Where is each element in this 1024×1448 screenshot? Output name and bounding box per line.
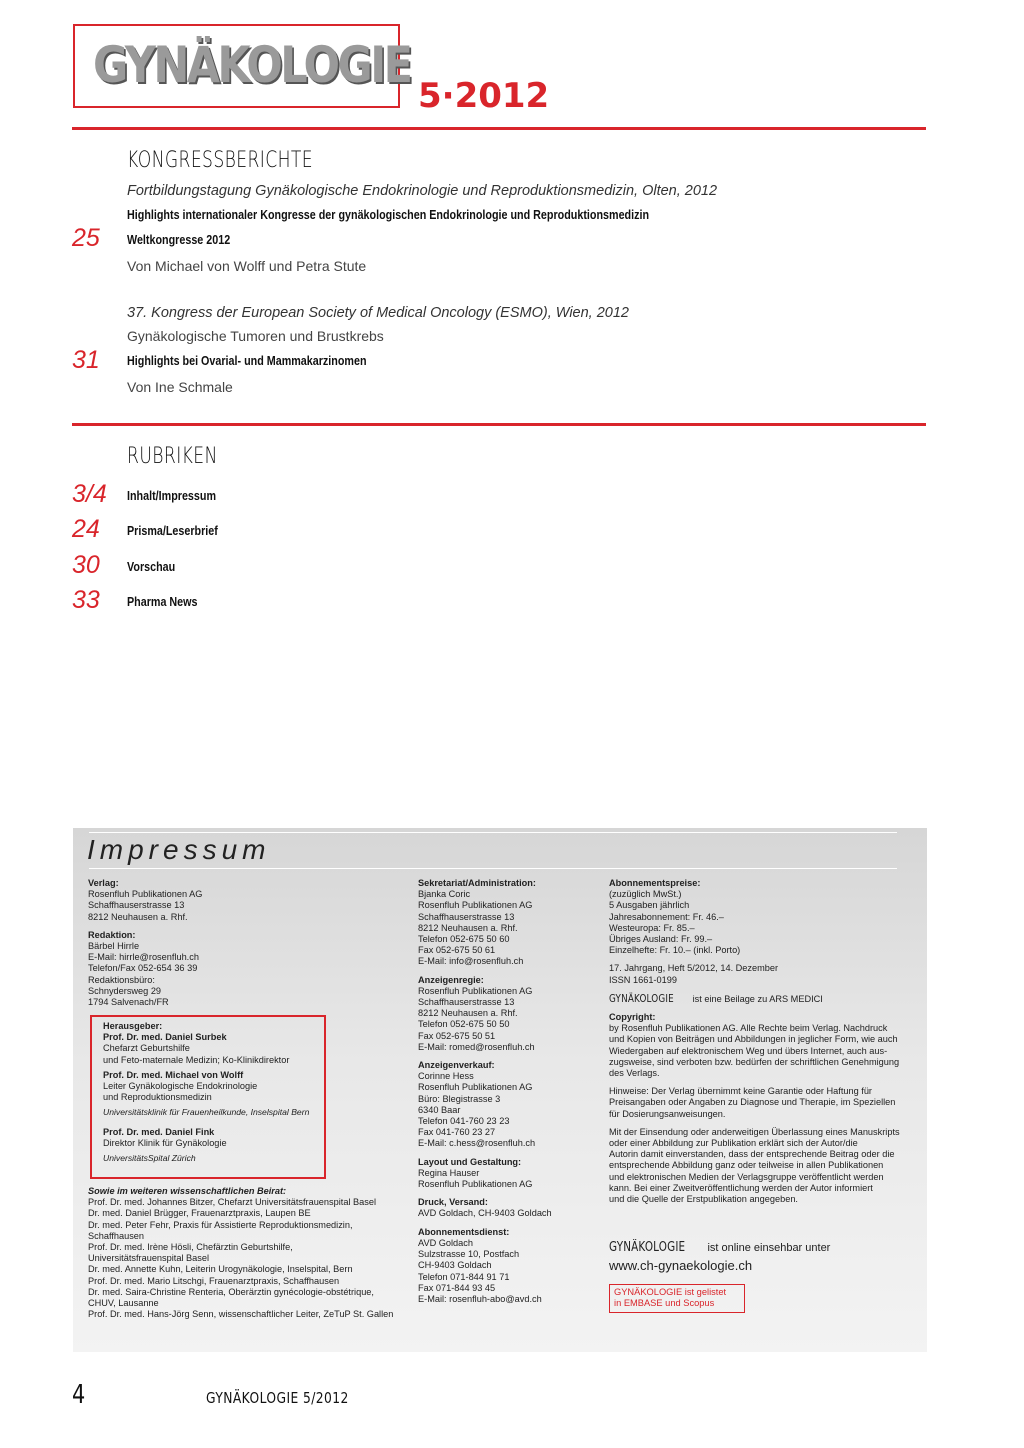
text-line: Direktor Klinik für Gynäkologie	[103, 1137, 227, 1148]
text-line: des Verlags.	[609, 1068, 660, 1079]
divider	[89, 832, 897, 833]
text-line: Telefon 071-844 91 71	[418, 1271, 510, 1282]
text-line: E-Mail: rosenfluh-abo@avd.ch	[418, 1293, 542, 1304]
text-line: Schaffhausen	[88, 1230, 145, 1241]
text-line: by Rosenfluh Publikationen AG. Alle Rechte beim Verlag. Nachdruck	[609, 1023, 888, 1034]
article-subtitle: Gynäkologische Tumoren und Brustkrebs	[127, 328, 384, 344]
text-line: Einzelhefte: Fr. 10.– (inkl. Porto)	[609, 945, 741, 956]
text-line: Rosenfluh Publikationen AG	[88, 889, 203, 900]
text-line: Mit der Einsendung oder anderweitigen Überlassung eines Manuskripts	[609, 1126, 900, 1137]
text-line: Preisangaben oder Angaben zu Diagnose und Therapie, im Speziellen	[609, 1097, 896, 1108]
text-line: Prof. Dr. med. Mario Litschgi, Frauenarztpraxis, Schaffhausen	[88, 1275, 340, 1286]
text-line: für Dosierungsanweisungen.	[609, 1108, 726, 1119]
text-line: Telefon 052-675 50 50	[418, 1019, 510, 1030]
text-line: Schaffhauserstrasse 13	[88, 900, 185, 911]
divider	[72, 423, 926, 426]
magazine-logo	[73, 24, 411, 108]
text-line: Rosenfluh Publikationen AG	[418, 1179, 533, 1190]
text-line: und elektronischen Medien der Verlagsgruppe veröffentlicht werden	[609, 1171, 884, 1182]
impressum-col-beirat: Sowie im weiteren wissenschaftlichen Beirat: Prof. Dr. med. Johannes Bitzer, Chefarzt Universitätsfrauenspital Basel Dr. med. Daniel Brügger, Frauenarztpraxis, Laupen BE Dr. med. Peter Fehr, Praxis für Assistierte Reproduktionsmedizin, Schaffhausen Prof. Dr. med. Irène Hösli, Chefärztin Geburtshilfe, Universitätsfrauenspital Basel Dr. med. Annette Kuhn, Leiterin Urogynäkologie, Inselspital, Bern Prof. Dr. med. Mario Litschgi, Frauenarztpraxis, Schaffhausen Dr. med. Saira-Christine Renteria, Oberärztin gynécologie-obstétrique, CHUV, Lausanne Prof. Dr. med. Hans-Jörg Senn, wissenschaftlicher Leiter, ZeTuP St. Gallen	[88, 1186, 408, 1320]
logo-text: GYNÄKOLOGIE	[93, 36, 411, 94]
text-line: Rosenfluh Publikationen AG	[418, 1082, 533, 1093]
text-line: Wiedergaben auf elektronischem Weg und übers Internet, auch aus-	[609, 1045, 888, 1056]
text-line: Dr. med. Annette Kuhn, Leiterin Urogynäkologie, Inselspital, Bern	[88, 1264, 353, 1275]
page-number[interactable]: 24	[72, 515, 100, 543]
article-heading[interactable]: Highlights internationaler Kongresse der gynäkologischen Endokrinologie und Reproduktionsmedizin	[127, 208, 650, 222]
text-line: Telefon 052-675 50 60	[418, 934, 510, 945]
text-line: Schnydersweg 29	[88, 985, 162, 996]
website-link[interactable]: www.ch-gynaekologie.ch	[609, 1258, 753, 1273]
text-line: Büro: Blegistrasse 3	[418, 1093, 501, 1104]
text-line: Universitätsfrauenspital Basel	[88, 1253, 210, 1264]
footer-magazine: GYNÄKOLOGIE 5/2012	[206, 1389, 349, 1407]
text-line: Sulzstrasse 10, Postfach	[418, 1249, 520, 1260]
rubrik-item[interactable]: Prisma/Leserbrief	[127, 524, 218, 538]
text-line: Telefon 041-760 23 23	[418, 1116, 510, 1127]
text-line: Schaffhauserstrasse 13	[418, 911, 515, 922]
text-line: kann. Bei einer Zweitveröffentlichung werden der Autor informiert	[609, 1182, 873, 1193]
text-line: Bärbel Hirrle	[88, 941, 140, 952]
text-line: AVD Goldach, CH-9403 Goldach	[418, 1208, 552, 1219]
text-line: Bjanka Coric	[418, 889, 471, 900]
impressum-col-abo: Abonnementspreise: (zuzüglich MwSt.) 5 Ausgaben jährlich Jahresabonnement: Fr. 46.– Westeuropa: Fr. 85.– Übriges Ausland: Fr. 99.– Einzelhefte: Fr. 10.– (inkl. Porto) 17. Jahrgang, Heft 5/2012, 14. Dezember ISSN 1661-0199 GYNÄKOLOGIE ist eine Beilage zu ARS MEDICI Copyright: by Rosenfluh Publikationen AG. Alle Rechte beim Verlag. Nachdruck und Kopien von Beiträgen und Abbildungen in jeglicher Form, wie auch Wiedergaben auf elektronischem Weg und übers Internet, auch aus- zugsweise, sind verboten bzw. bedürfen der schriftlichen Genehmigung des Verlags. Hinweise: Der Verlag übernimmt keine Garantie oder Haftung für Preisangaben oder Angaben zu Diagnose und Therapie, im Speziellen für Dosierungsanweisungen. Mit der Einsendung oder anderweitigen Überlassung eines Manuskripts oder einer Abbildung zur Publikation erklärt sich der Autor/die Autorin damit einverstanden, dass der entsprechende Beitrag oder die entsprechende Abbildung ganz oder teilweise in allen Publikationen und elektronischen Medien der Verlagsgruppe veröffentlicht werden kann. Bei einer Zweitveröffentlichung werden der Autor informiert und die Quelle der Erstpublikation angegeben.	[609, 878, 909, 1205]
rubrik-item[interactable]: Inhalt/Impressum	[127, 489, 217, 503]
text-line: 5 Ausgaben jährlich	[609, 900, 690, 911]
text-line: 8212 Neuhausen a. Rhf.	[418, 1008, 518, 1019]
text-line: Chefarzt Geburtshilfe	[103, 1043, 190, 1054]
text-line: Fax 041-760 23 27	[418, 1127, 496, 1138]
text-line: 17. Jahrgang, Heft 5/2012, 14. Dezember	[609, 963, 779, 974]
text-line: 1794 Salvenach/FR	[88, 997, 169, 1008]
text-line: Redaktionsbüro:	[88, 974, 155, 985]
text-line: in EMBASE und Scopus	[614, 1298, 715, 1308]
text-line: zugsweise, sind verboten bzw. bedürfen der schriftlichen Genehmigung	[609, 1056, 900, 1067]
text-line: Prof. Dr. med. Johannes Bitzer, Chefarzt Universitätsfrauenspital Basel	[88, 1197, 377, 1208]
text-line: CHUV, Lausanne	[88, 1298, 159, 1309]
text-line: Hinweise: Der Verlag übernimmt keine Garantie oder Haftung für	[609, 1086, 872, 1097]
divider	[72, 127, 926, 130]
text-line: 8212 Neuhausen a. Rhf.	[88, 911, 188, 922]
article-authors: Von Michael von Wolff und Petra Stute	[127, 258, 367, 274]
impressum-col-admin: Sekretariat/Administration: Bjanka Coric Rosenfluh Publikationen AG Schaffhauserstrasse 13 8212 Neuhausen a. Rhf. Telefon 052-675 50 60 Fax 052-675 50 61 E-Mail: info@rosenfluh.ch Anzeigenregie: Rosenfluh Publikationen AG Schaffhauserstrasse 13 8212 Neuhausen a. Rhf. Telefon 052-675 50 50 Fax 052-675 50 51 E-Mail: romed@rosenfluh.ch Anzeigenverkauf: Corinne Hess Rosenfluh Publikationen AG Büro: Blegistrasse 3 6340 Baar Telefon 041-760 23 23 Fax 041-760 23 27 E-Mail: c.hess@rosenfluh.ch Layout und Gestaltung: Regina Hauser Rosenfluh Publikationen AG Druck, Versand: AVD Goldach, CH-9403 Goldach Abonnementsdienst: AVD Goldach Sulzstrasse 10, Postfach CH-9403 Goldach Telefon 071-844 91 71 Fax 071-844 93 45 E-Mail: rosenfluh-abo@avd.ch	[418, 878, 598, 1305]
text-line: Fax 052-675 50 51	[418, 1030, 496, 1041]
impressum-col-verlag: Verlag: Rosenfluh Publikationen AG Schaffhauserstrasse 13 8212 Neuhausen a. Rhf. Redaktion: Bärbel Hirrle E-Mail: hirrle@rosenfluh.ch Telefon/Fax 052-654 36 39 Redaktionsbüro: Schnydersweg 29 1794 Salvenach/FR	[88, 878, 388, 1008]
divider	[89, 868, 897, 869]
herausgeber-box: Herausgeber: Prof. Dr. med. Daniel Surbek Chefarzt Geburtshilfe und Feto-maternale Medizin; Ko-Klinikdirektor Prof. Dr. med. Michael von Wolff Leiter Gynäkologische Endokrinologie und Reproduktionsmedizin Universitätsklinik für Frauenheilkunde, Inselspital Bern Prof. Dr. med. Daniel Fink Direktor Klinik für Gynäkologie UniversitätsSpital Zürich	[90, 1015, 326, 1179]
section-title-kongress: KONGRESSBERICHTE	[127, 148, 314, 173]
text-line: Prof. Dr. med. Hans-Jörg Senn, wissenschaftlicher Leiter, ZeTuP St. Gallen	[88, 1309, 394, 1320]
text-line: (zuzüglich MwSt.)	[609, 889, 682, 900]
event-title: 37. Kongress der European Society of Medical Oncology (ESMO), Wien, 2012	[127, 305, 629, 321]
text-line: ISSN 1661-0199	[609, 974, 677, 985]
text-line: E-Mail: hirrle@rosenfluh.ch	[88, 952, 199, 963]
page-number[interactable]: 3/4	[72, 480, 107, 508]
article-authors: Von Ine Schmale	[127, 379, 233, 395]
text-line: Corinne Hess	[418, 1071, 474, 1082]
rubrik-item[interactable]: Pharma News	[127, 595, 198, 609]
text-line: und Feto-maternale Medizin; Ko-Klinikdirektor	[103, 1054, 290, 1065]
event-title: Fortbildungstagung Gynäkologische Endokrinologie und Reproduktionsmedizin, Olten, 2012	[127, 183, 718, 199]
page-number[interactable]: 31	[72, 346, 100, 374]
text-line: GYNÄKOLOGIE ist gelistet	[614, 1287, 727, 1297]
text-line: Regina Hauser	[418, 1167, 480, 1178]
text-line: CH-9403 Goldach	[418, 1260, 492, 1271]
text-line: Jahresabonnement: Fr. 46.–	[609, 911, 724, 922]
online-notice: GYNÄKOLOGIE ist online einsehbar unter www.ch-gynaekologie.ch	[609, 1239, 909, 1275]
text-line: Rosenfluh Publikationen AG	[418, 900, 533, 911]
text-line: Rosenfluh Publikationen AG	[418, 985, 533, 996]
impressum-panel	[73, 828, 927, 1352]
text-line: 8212 Neuhausen a. Rhf.	[418, 922, 518, 933]
embase-notice	[609, 1284, 745, 1313]
text-line: und Kopien von Beiträgen und Abbildungen in jeglicher Form, wie auch	[609, 1034, 898, 1045]
text-line: Fax 052-675 50 61	[418, 945, 496, 956]
text-line: Fax 071-844 93 45	[418, 1282, 496, 1293]
text-line: oder einer Abbildung zur Publikation erklärt sich der Autor/die	[609, 1138, 858, 1149]
text-line: Leiter Gynäkologische Endokrinologie	[103, 1081, 258, 1092]
text-line: Schaffhauserstrasse 13	[418, 997, 515, 1008]
text-line: E-Mail: romed@rosenfluh.ch	[418, 1041, 535, 1052]
page-number[interactable]: 33	[72, 586, 100, 614]
text-line: entsprechende Abbildung ganz oder teilweise in allen Publikationen	[609, 1160, 884, 1171]
page-number[interactable]: 30	[72, 551, 100, 579]
text-line: 6340 Baar	[418, 1104, 461, 1115]
impressum-title: Impressum	[87, 834, 271, 865]
text-line: Autorin damit einverstanden, dass der entsprechende Beitrag oder die	[609, 1149, 895, 1160]
text-line: E-Mail: c.hess@rosenfluh.ch	[418, 1138, 536, 1149]
text-line: Dr. med. Saira-Christine Renteria, Oberärztin gynécologie-obstétrique,	[88, 1286, 374, 1297]
text-line: E-Mail: info@rosenfluh.ch	[418, 956, 524, 967]
page-number[interactable]: 25	[72, 224, 100, 252]
text-line: und Reproduktionsmedizin	[103, 1092, 212, 1103]
issue-number: 5·2012	[418, 76, 550, 116]
text-line: Westeuropa: Fr. 85.–	[609, 922, 695, 933]
text-line: Dr. med. Peter Fehr, Praxis für Assistierte Reproduktionsmedizin,	[88, 1219, 353, 1230]
article-heading[interactable]: Highlights bei Ovarial- und Mammakarzinomen	[127, 354, 367, 368]
rubrik-item[interactable]: Vorschau	[127, 560, 176, 574]
text-line: Prof. Dr. med. Irène Hösli, Chefärztin Geburtshilfe,	[88, 1242, 293, 1253]
text-line: Übriges Ausland: Fr. 99.–	[609, 934, 713, 945]
text-line: und die Quelle der Erstpublikation angegeben.	[609, 1194, 798, 1205]
text-line: AVD Goldach	[418, 1237, 473, 1248]
text-line: Dr. med. Daniel Brügger, Frauenarztpraxis, Laupen BE	[88, 1208, 311, 1219]
section-title-rubriken: RUBRIKEN	[127, 444, 218, 469]
text-line: Telefon/Fax 052-654 36 39	[88, 963, 198, 974]
footer-page-number: 4	[72, 1380, 86, 1410]
article-heading[interactable]: Weltkongresse 2012	[127, 233, 231, 247]
